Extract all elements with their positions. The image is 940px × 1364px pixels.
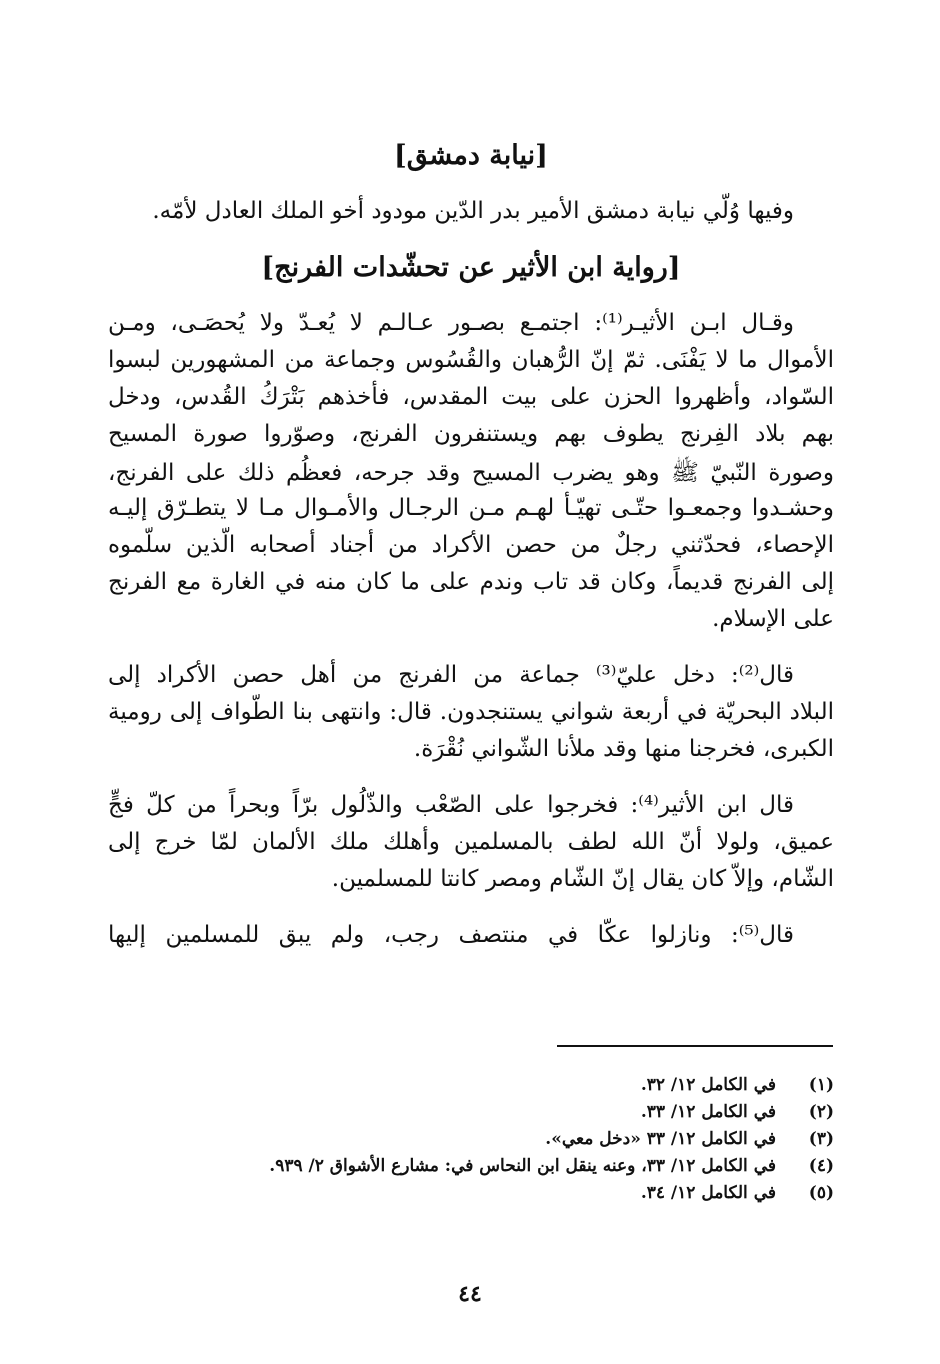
footnote-text: في الكامل ١٢/ ٣٤. bbox=[640, 1183, 776, 1203]
footnote-text: في الكامل ١٢/ ٣٣. bbox=[640, 1102, 776, 1122]
footnote bbox=[150, 1129, 834, 1149]
footnote-number: (٤) bbox=[808, 1156, 834, 1176]
paragraph-line: البلاد البحريّة في أربعة شواني يستنجدون. قال: وانتهى بنا الطّواف إلى رومية bbox=[108, 699, 834, 725]
footnote-text: في الكامل ١٢/ ٣٣، وعنه ينقل ابن النحاس في: مشارع الأشواق ٢/ ٩٣٩. bbox=[269, 1156, 776, 1176]
paragraph-line: السّواد، وأظهروا الحزن على بيت المقدس، فأخذهم بَتْرَكُ القُدس، ودخل bbox=[108, 384, 834, 410]
paragraph-line: قال⁽⁵⁾: ونازلوا عكّا في منتصف رجب، ولم يبق للمسلمين إليها bbox=[108, 922, 794, 948]
footnote-text: في الكامل ١٢/ ٣٣ «دخل معي». bbox=[545, 1129, 776, 1149]
paragraph-line: بهم بلاد الفِرنج يطوف بهم ويستنفرون الفرنج، وصوّروا صورة المسيح bbox=[108, 421, 834, 447]
paragraph-line: عميق، ولولا أنّ الله لطف بالمسلمين وأهلك ملك الألمان لمّا خرج إلى bbox=[108, 829, 834, 855]
paragraph-line: الأموال ما لا يَفْنَى. ثمّ إنّ الرُّهبان والقُسُوس وجماعة من المشهورين لبسوا bbox=[108, 347, 834, 373]
footnote bbox=[150, 1183, 834, 1203]
paragraph-line: قال⁽²⁾: دخل عليّ⁽³⁾ جماعة من الفرنج من أهل حصن الأكراد إلى bbox=[108, 662, 794, 688]
footnote-number: (١) bbox=[808, 1075, 834, 1095]
paragraph-line: إلى الفرنج قديماً، وكان قد تاب وندم على ما كان منه في الغارة مع الفرنج bbox=[108, 569, 834, 595]
paragraph-line: وصورة النّبيّ ﷺ وهو يضرب المسيح وقد جرحه، فعظُم ذلك على الفرنج، bbox=[108, 460, 834, 486]
footnote-number: (٣) bbox=[808, 1129, 834, 1149]
footnote-number: (٢) bbox=[808, 1102, 834, 1122]
paragraph-line: وقـال ابـن الأثيـر⁽¹⁾: اجتمـع بصـور عـالـم لا يُعـدّ ولا يُحصَـى، ومـن bbox=[108, 310, 794, 336]
footnote-number: (٥) bbox=[808, 1183, 834, 1203]
paragraph-line: وفيها وُلّي نيابة دمشق الأمير بدر الدّين مودود أخو الملك العادل لأمّه. bbox=[152, 198, 794, 224]
page-number: ٤٤ bbox=[458, 1281, 482, 1307]
paragraph-line: الشّام، وإلاّ كان يقال إنّ الشّام ومصر كانتا للمسلمين. bbox=[331, 866, 834, 892]
footnote-separator bbox=[557, 1045, 833, 1047]
section-heading-ibn-al-athir: [رواية ابن الأثير عن تحشّدات الفرنج] bbox=[261, 252, 681, 283]
footnote bbox=[150, 1075, 834, 1095]
paragraph-line: الكبرى، فخرجنا منها وقد ملأنا الشّواني نُقْرَة. bbox=[413, 736, 834, 762]
footnote-text: في الكامل ١٢/ ٣٢. bbox=[640, 1075, 776, 1095]
footnote bbox=[150, 1156, 834, 1176]
paragraph-line: قال ابن الأثير⁽⁴⁾: فخرجوا على الصّعْب والذّلُول برّاً وبحراً من كلّ فجٍّ bbox=[108, 792, 795, 818]
paragraph-line: الإحصاء، فحدّثني رجلٌ من حصن الأكراد من أجناد أصحابه الّذين سلّموه bbox=[108, 532, 834, 558]
paragraph-line: على الإسلام. bbox=[712, 606, 834, 632]
paragraph-line: وحشـدوا وجمعـوا حتّـى تهيّـأ لهـم مـن الرجـال والأمـوال مـا لا يتطـرّق إليـه bbox=[108, 495, 834, 521]
section-heading-damascus: [نيابة دمشق] bbox=[394, 140, 548, 171]
footnote bbox=[150, 1102, 834, 1122]
